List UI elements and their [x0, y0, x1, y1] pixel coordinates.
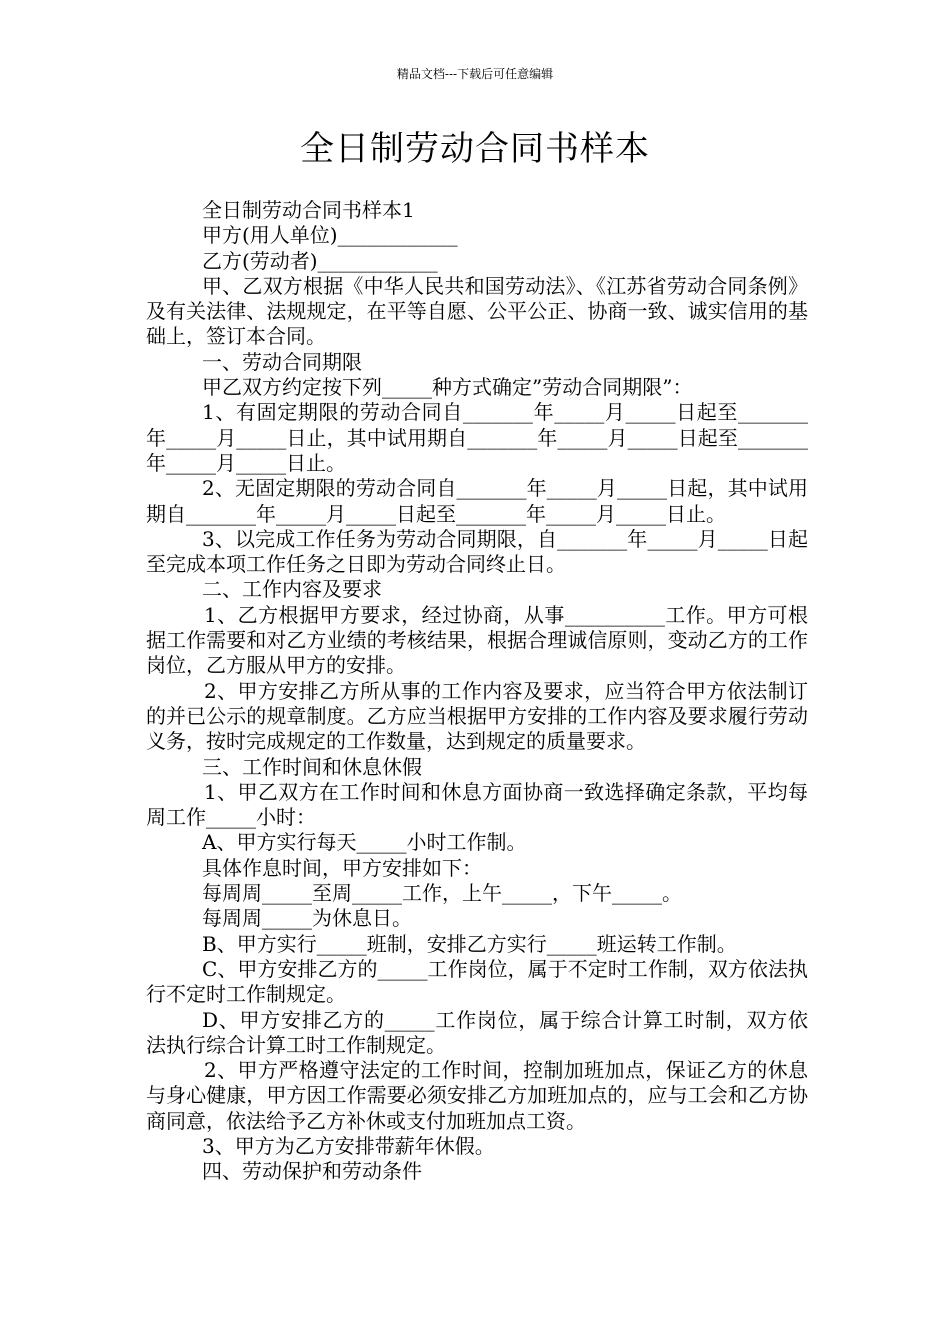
- section-heading-2: 二、工作内容及要求: [202, 577, 382, 602]
- clause-paragraph: 3、甲方为乙方安排带薪年休假。: [202, 1133, 495, 1158]
- page-title: 全日制劳动合同书样本: [300, 129, 650, 169]
- paragraph: 每周周_____为休息日。: [202, 906, 412, 931]
- option-paragraph: A、甲方实行每天_____小时工作制。: [202, 830, 527, 855]
- paragraph: 甲乙双方约定按下列_____种方式确定”劳动合同期限”：: [202, 375, 693, 400]
- page-header: 精品文档---下载后可任意编辑: [396, 67, 554, 81]
- document-body: [146, 198, 808, 1185]
- clause-paragraph: 1、甲乙双方在工作时间和休息方面协商一致选择确定条款，平均每周工作_____小时：: [146, 779, 808, 830]
- clause-paragraph: 3、以完成工作任务为劳动合同期限，自_______年_____月_____日起至完成本项工作任务之日即为劳动合同终止日。: [146, 526, 808, 577]
- clause-paragraph: 2、甲方安排乙方所从事的工作内容及要求，应当符合甲方依法制订的并已公示的规章制度。乙方应当根据甲方安排的工作内容及要求履行劳动义务，按时完成规定的工作数量，达到规定的质量要求。: [146, 678, 808, 754]
- preamble-paragraph: 甲、乙双方根据《中华人民共和国劳动法》、《江苏省劳动合同条例》及有关法律、法规规定，在平等自愿、公平公正、协商一致、诚实信用的基础上，签订本合同。: [146, 273, 808, 349]
- paragraph: 具体作息时间，甲方安排如下：: [202, 855, 482, 880]
- section-heading-1: 一、劳动合同期限: [202, 349, 362, 374]
- section-heading-3: 三、工作时间和休息休假: [202, 754, 422, 779]
- option-paragraph: C、甲方安排乙方的_____工作岗位，属于不定时工作制，双方依法执行不定时工作制规定。: [146, 956, 808, 1007]
- option-paragraph: B、甲方实行_____班制，安排乙方实行_____班运转工作制。: [202, 931, 737, 956]
- clause-paragraph: 1、乙方根据甲方要求，经过协商，从事__________工作。甲方可根据工作需要和对乙方业绩的考核结果，根据合理诚信原则，变动乙方的工作岗位，乙方服从甲方的安排。: [146, 602, 808, 678]
- party-b-line: 乙方(劳动者)____________: [202, 248, 438, 273]
- subtitle-line: 全日制劳动合同书样本1: [202, 198, 415, 222]
- option-paragraph: D、甲方安排乙方的_____工作岗位，属于综合计算工时制，双方依法执行综合计算工时工作制规定。: [146, 1007, 808, 1057]
- party-a-line: 甲方(用人单位)____________: [202, 223, 458, 248]
- paragraph: 每周周_____至周_____工作，上午_____，下午_____。: [202, 881, 682, 906]
- clause-paragraph: 2、甲方严格遵守法定的工作时间，控制加班加点，保证乙方的休息与身心健康，甲方因工作需要必须安排乙方加班加点的，应与工会和乙方协商同意，依法给予乙方补休或支付加班加点工资。: [146, 1058, 808, 1133]
- clause-paragraph: 1、有固定期限的劳动合同自_______年_____月_____日起至_______年_____月_____日止，其中试用期自_______年_____月_____日起至_______年_____月_____日止。: [146, 400, 808, 475]
- section-heading-4: 四、劳动保护和劳动条件: [202, 1159, 422, 1184]
- clause-paragraph: 2、无固定期限的劳动合同自_______年_____月_____日起，其中试用期自_______年_____月_____日起至_______年_____月_____日止。: [146, 476, 808, 526]
